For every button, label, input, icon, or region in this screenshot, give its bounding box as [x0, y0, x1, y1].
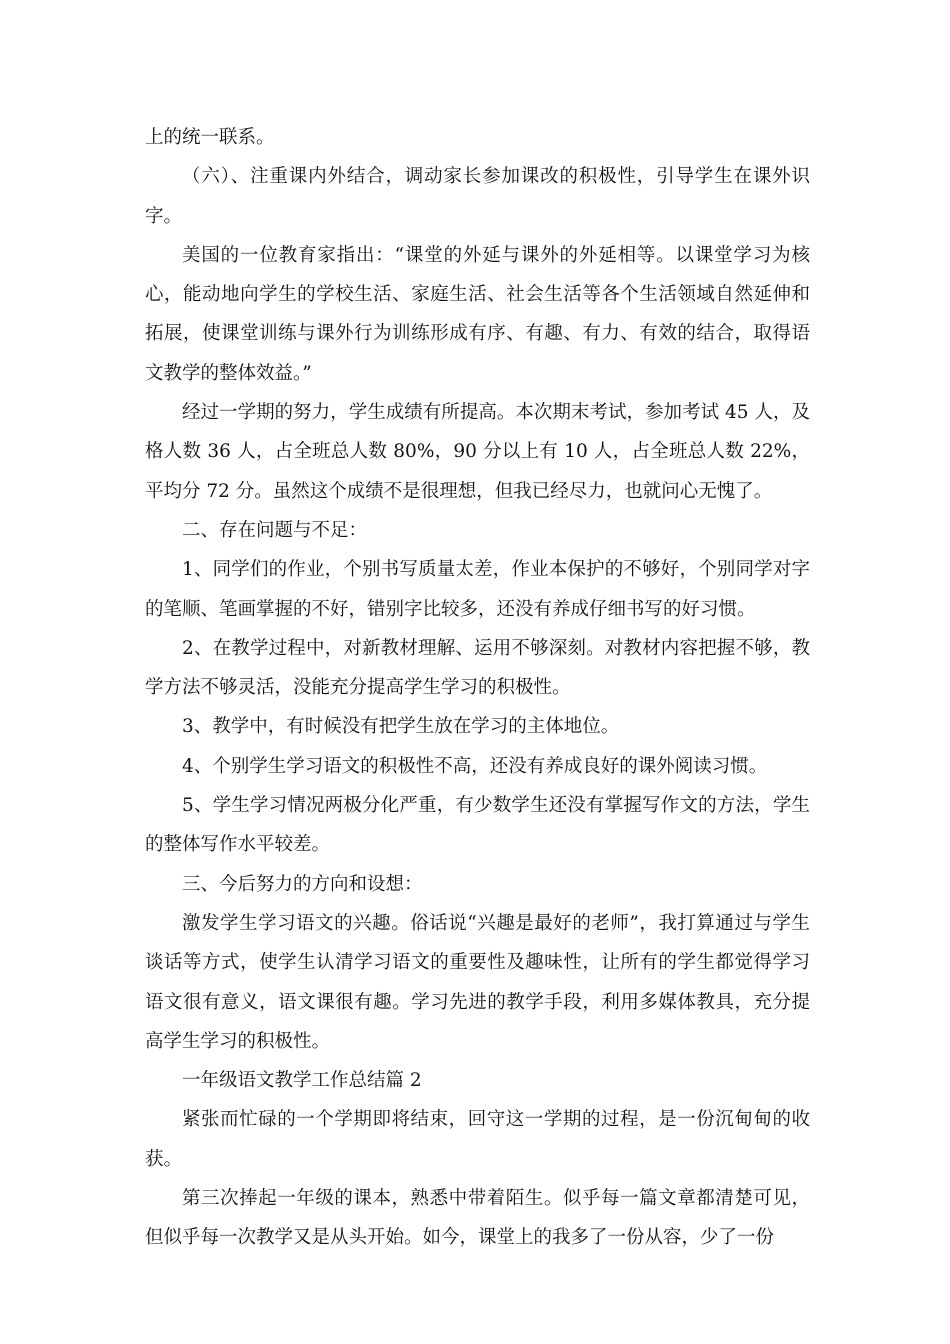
paragraph-semester-end: 紧张而忙碌的一个学期即将结束，回守这一学期的过程，是一份沉甸甸的收获。	[145, 1109, 810, 1170]
paragraph-educator-quote: 美国的一位教育家指出：“课堂的外延与课外的外延相等。以课堂学习为核心，能动地向学生的学校生活、家庭生活、社会生活等各个生活领域自然延伸和拓展，使课堂训练与课外行为训练形成有序、有趣、有力、有效的结合，取得语文教学的整体效益。”	[145, 244, 810, 384]
paragraph-third-time: 第三次捧起一年级的课本，熟悉中带着陌生。似乎每一篇文章都清楚可见，但似乎每一次教学又是从头开始。如今，课堂上的我多了一份从容，少了一份	[145, 1188, 810, 1249]
paragraph-problem-2: 2、在教学过程中，对新教材理解、运用不够深刻。对教材内容把握不够，教学方法不够灵活，没能充分提高学生学习的积极性。	[145, 637, 810, 699]
paragraph-problem-5: 5、学生学习情况两极分化严重，有少数学生还没有掌握写作文的方法，学生的整体写作水平较差。	[145, 795, 810, 856]
paragraph-continuation: 上的统一联系。	[145, 127, 275, 148]
paragraph-problem-4: 4、个别学生学习语文的积极性不高，还没有养成良好的课外阅读习惯。	[182, 755, 768, 777]
heading-summary-2: 一年级语文教学工作总结篇 2	[182, 1070, 422, 1092]
paragraph-problem-1: 1、同学们的作业，个别书写质量太差，作业本保护的不够好，个别同学对字的笔顺、笔画掌握的不好，错别字比较多，还没有养成仔细书写的好习惯。	[145, 559, 810, 620]
paragraph-interest: 激发学生学习语文的兴趣。俗话说“兴趣是最好的老师”，我打算通过与学生谈话等方式，使学生认清学习语文的重要性及趣味性，让所有的学生都觉得学习语文很有意义，语文课很有趣。学习先进的教学手段，利用多媒体教具，充分提高学生学习的积极性。	[145, 912, 810, 1052]
paragraph-exam-results: 经过一学期的努力，学生成绩有所提高。本次期末考试，参加考试 45 人，及格人数 36 人，占全班总人数 80%，90 分以上有 10 人，占全班总人数 22%，平均分 72 分。虽然这个成绩不是很理想，但我已经尽力，也就问心无愧了。	[145, 402, 810, 502]
document-body	[145, 118, 810, 1258]
paragraph-section-6: （六）、注重课内外结合，调动家长参加课改的积极性，引导学生在课外识字。	[145, 166, 810, 227]
heading-problems: 二、存在问题与不足：	[182, 519, 368, 541]
heading-future-plans: 三、今后努力的方向和设想：	[182, 873, 423, 895]
paragraph-problem-3: 3、教学中，有时候没有把学生放在学习的主体地位。	[182, 716, 620, 738]
